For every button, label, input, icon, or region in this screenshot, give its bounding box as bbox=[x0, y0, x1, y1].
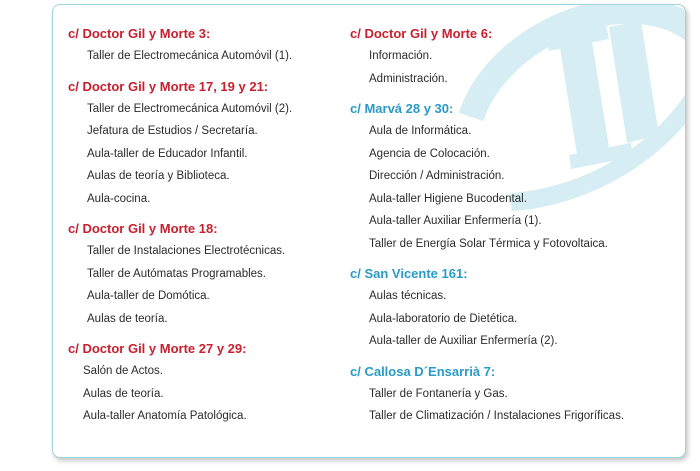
facility-item: Aula-laboratorio de Dietética. bbox=[369, 312, 518, 325]
facility-item: Aula-taller Anatomía Patológica. bbox=[83, 410, 247, 422]
facility-item: Taller de Energía Solar Térmica y Fotovoltaica. bbox=[369, 237, 608, 250]
address-heading: c/ Doctor Gil y Morte 27 y 29: bbox=[68, 341, 247, 356]
facility-item: Salón de Actos. bbox=[83, 365, 163, 377]
facility-item: Taller de Electromecánica Automóvil (2). bbox=[87, 102, 293, 115]
address-section bbox=[68, 341, 292, 428]
facility-list bbox=[350, 383, 624, 428]
facility-list bbox=[350, 120, 624, 255]
facility-item: Aulas de teoría y Biblioteca. bbox=[87, 170, 230, 182]
facility-item: Aula-cocina. bbox=[87, 192, 151, 205]
facility-item: Agencia de Colocación. bbox=[369, 147, 490, 160]
facility-item: Aulas técnicas. bbox=[369, 290, 447, 302]
facility-item: Dirección / Administración. bbox=[369, 170, 505, 182]
facility-item: Taller de Autómatas Programables. bbox=[87, 267, 266, 280]
address-section bbox=[350, 101, 624, 255]
facility-list bbox=[68, 240, 292, 330]
address-heading: c/ Doctor Gil y Morte 18: bbox=[68, 221, 218, 236]
facility-item: Aulas de teoría. bbox=[83, 387, 164, 400]
facility-list bbox=[68, 360, 292, 428]
facility-item: Taller de Climatización / Instalaciones Frigoríficas. bbox=[369, 410, 625, 422]
address-heading: c/ Doctor Gil y Morte 17, 19 y 21: bbox=[68, 78, 269, 94]
address-heading: c/ San Vicente 161: bbox=[350, 266, 468, 281]
right-column bbox=[350, 26, 624, 439]
address-section bbox=[350, 266, 624, 353]
facility-item: Aula de Informática. bbox=[369, 125, 472, 137]
facility-item: Aula-taller de Educador Infantil. bbox=[87, 147, 248, 160]
address-section bbox=[350, 364, 624, 428]
facility-list bbox=[350, 285, 624, 353]
facility-item: Información. bbox=[369, 50, 433, 62]
address-section bbox=[68, 26, 292, 68]
facility-item: Administración. bbox=[369, 72, 448, 85]
facility-item: Taller de Instalaciones Electrotécnicas. bbox=[87, 245, 286, 257]
address-section bbox=[68, 221, 292, 330]
facility-item: Aulas de teoría. bbox=[87, 312, 168, 325]
address-heading: c/ Doctor Gil y Morte 6: bbox=[350, 26, 493, 41]
address-heading: c/ Callosa D´Ensarrià 7: bbox=[350, 363, 496, 379]
facility-item: Aula-taller Auxiliar Enfermería (1). bbox=[369, 215, 542, 227]
facility-item: Taller de Electromecánica Automóvil (1). bbox=[87, 50, 293, 62]
address-heading: c/ Doctor Gil y Morte 3: bbox=[68, 26, 211, 41]
facility-item: Aula-taller de Auxiliar Enfermería (2). bbox=[369, 335, 558, 347]
facility-list bbox=[350, 45, 624, 90]
facility-list bbox=[68, 45, 292, 68]
facility-list bbox=[68, 98, 292, 211]
address-section bbox=[350, 26, 624, 90]
left-column bbox=[68, 26, 292, 439]
facility-item: Taller de Fontanería y Gas. bbox=[369, 387, 508, 400]
facility-item: Jefatura de Estudios / Secretaría. bbox=[87, 125, 258, 137]
facility-item: Aula-taller Higiene Bucodental. bbox=[369, 192, 527, 205]
locations-card bbox=[52, 4, 686, 458]
address-heading: c/ Marvá 28 y 30: bbox=[350, 101, 454, 116]
facility-item: Aula-taller de Domótica. bbox=[87, 290, 210, 302]
address-section bbox=[68, 79, 292, 211]
